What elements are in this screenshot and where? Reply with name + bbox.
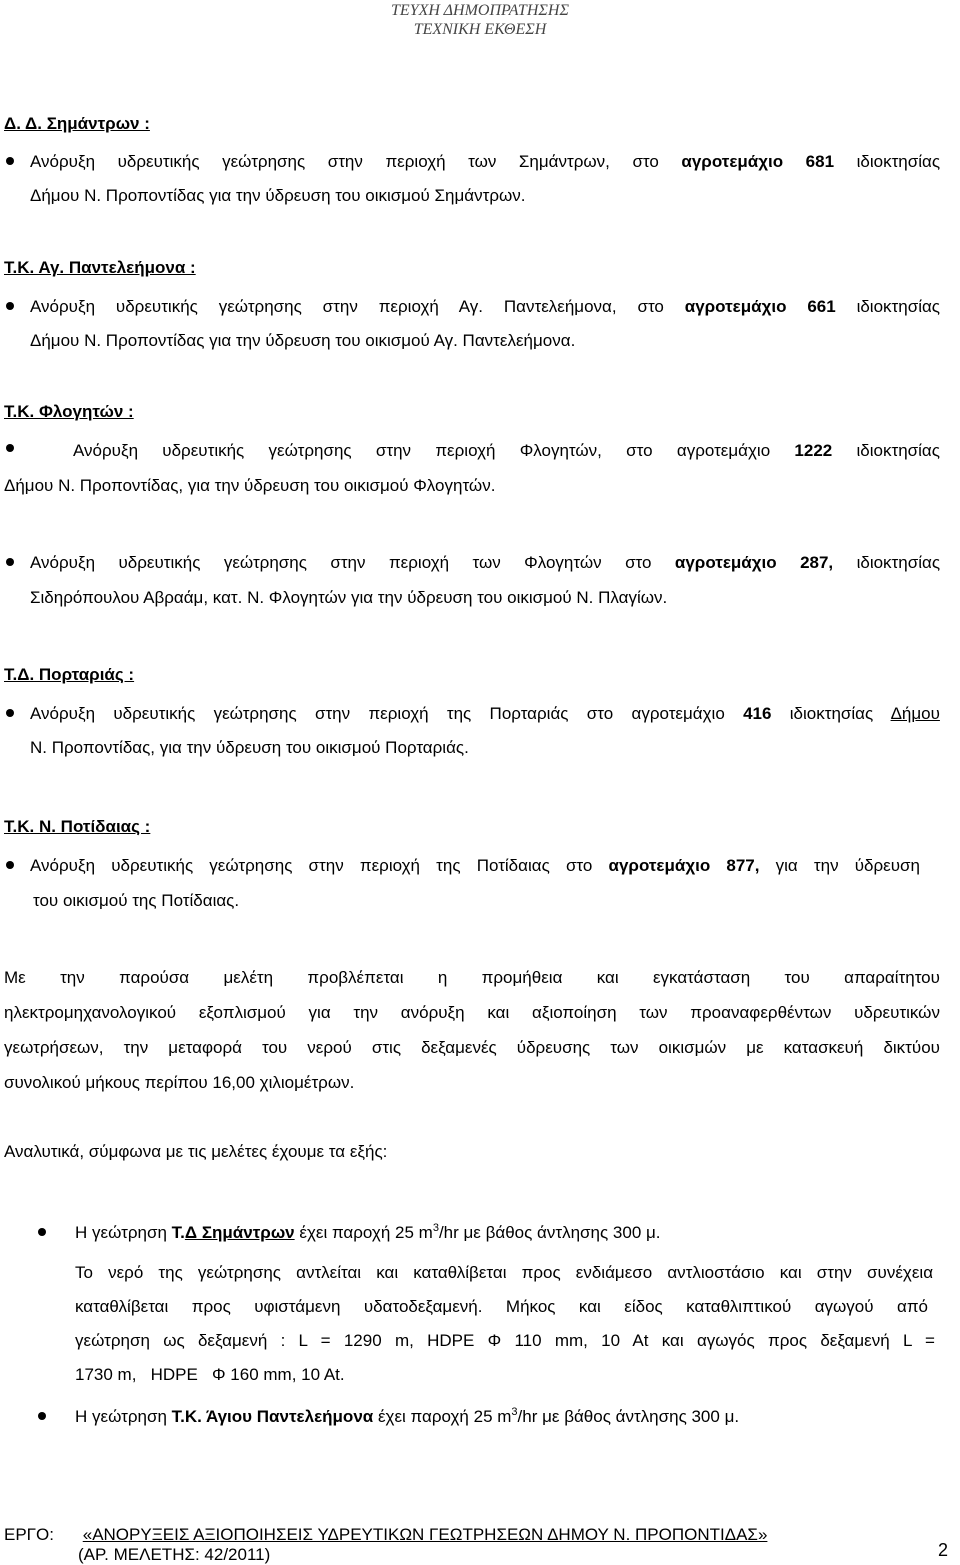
detail-line: 1730 m, HDPE Φ 160 mm, 10 At. xyxy=(75,1365,345,1384)
list-item-line: Σιδηρόπουλου Αβραάμ, κατ. Ν. Φλογητών για την ύδρευση του οικισμού Ν. Πλαγίων. xyxy=(30,588,668,607)
list-item-line: Ανόρυξη υδρευτικής γεώτρησης στην περιοχή Φλογητών, στο αγροτεμάχιο 1222 ιδιοκτησίας xyxy=(73,441,940,460)
section-heading: Τ.Κ. Ν. Ποτίδαιας : xyxy=(4,817,151,836)
list-item-line: Ανόρυξη υδρευτικής γεώτρησης στην περιοχή των Φλογητών στο αγροτεμάχιο 287, ιδιοκτησίας xyxy=(30,553,941,572)
paragraph-line: γεωτρήσεων, την μεταφορά του νερού στις δεξαμενές ύδρευσης των οικισμών με κατασκευή δικτύου xyxy=(4,1038,940,1057)
detail-line: Το νερό της γεώτρησης αντλείται και καταθλίβεται προς ενδιάμεσο αντλιοστάσιο και στην συνέχεια xyxy=(75,1263,934,1282)
detail-line: καταθλίβεται προς υφιστάμενη υδατοδεξαμενή. Μήκος και είδος καταθλιπτικού αγωγού από xyxy=(75,1297,929,1316)
list-item-line: Δήμου Ν. Προποντίδας, για την ύδρευση του οικισμού Φλογητών. xyxy=(4,476,496,495)
list-item-line: του οικισμού της Ποτίδαιας. xyxy=(33,891,240,910)
page-number: 2 xyxy=(938,1540,949,1560)
list-item-line: Δήμου Ν. Προποντίδας για την ύδρευση του οικισμού Σημάντρων. xyxy=(30,186,526,205)
paragraph-line: Με την παρούσα μελέτη προβλέπεται η προμήθεια και εγκατάσταση του απαραίτητου xyxy=(4,968,940,987)
header-line-2: ΤΕΧΝΙΚΗ ΕΚΘΕΣΗ xyxy=(413,21,547,38)
section-heading: Δ. Δ. Σημάντρων : xyxy=(4,114,150,133)
list-item-line: Ν. Προποντίδας, για την ύδρευση του οικισμού Πορταριάς. xyxy=(30,738,469,757)
footer-label: ΕΡΓΟ: xyxy=(4,1525,54,1544)
list-item-line: Ανόρυξη υδρευτικής γεώτρησης στην περιοχή των Σημάντρων, στο αγροτεμάχιο 681 ιδιοκτησίας xyxy=(30,152,941,171)
bullet-icon xyxy=(6,302,14,310)
list-item-line: Ανόρυξη υδρευτικής γεώτρησης στην περιοχή Αγ. Παντελεήμονα, στο αγροτεμάχιο 661 ιδιοκτησίας xyxy=(30,297,940,316)
detail-line: Η γεώτρηση Τ.Δ Σημάντρων έχει παροχή 25 $m^3/hr$ με βάθος άντλησης 300 μ. xyxy=(75,1222,661,1242)
list-item-line: Ανόρυξη υδρευτικής γεώτρησης στην περιοχή της Ποτίδαιας στο αγροτεμάχιο 877, για την ύδρευση xyxy=(30,856,920,875)
bullet-icon xyxy=(38,1228,46,1236)
detail-line: Η γεώτρηση Τ.Κ. Άγιου Παντελεήμονα έχει παροχή 25 $m^3/hr$ με βάθος άντλησης 300 μ. xyxy=(75,1406,740,1426)
detail-line: γεώτρηση ως δεξαμενή : L = 1290 m, HDPE Φ 110 mm, 10 At και αγωγός προς δεξαμενή L = xyxy=(75,1331,935,1350)
bullet-icon xyxy=(6,709,14,717)
bullet-icon xyxy=(6,157,14,165)
list-item-line: Δήμου Ν. Προποντίδας για την ύδρευση του οικισμού Αγ. Παντελεήμονα. xyxy=(30,331,576,350)
footer-study-number: (ΑΡ. ΜΕΛΕΤΗΣ: 42/2011) xyxy=(78,1545,271,1564)
bullet-icon xyxy=(6,558,14,566)
header-line-1: ΤΕΥΧΗ ΔΗΜΟΠΡΑΤΗΣΗΣ xyxy=(391,2,569,19)
paragraph-line: ηλεκτρομηχανολογικού εξοπλισμού για την ανόρυξη και αξιοποίηση των προαναφερθέντων υδρευτικών xyxy=(4,1003,940,1022)
analytic-intro: Αναλυτικά, σύμφωνα με τις μελέτες έχουμε τα εξής: xyxy=(4,1142,388,1161)
section-heading: Τ.Δ. Πορταριάς : xyxy=(4,665,135,684)
footer-project xyxy=(4,1525,767,1545)
footer-title: «ΑΝΟΡΥΞΕΙΣ ΑΞΙΟΠΟΙΗΣΕΙΣ ΥΔΡΕΥΤΙΚΩΝ ΓΕΩΤΡΗΣΕΩΝ ΔΗΜΟΥ Ν. ΠΡΟΠΟΝΤΙΔΑΣ» xyxy=(82,1525,768,1544)
section-heading: Τ.Κ. Αγ. Παντελεήμονα : xyxy=(4,258,196,277)
section-heading: Τ.Κ. Φλογητών : xyxy=(4,402,134,421)
list-item-line: Ανόρυξη υδρευτικής γεώτρησης στην περιοχή της Πορταριάς στο αγροτεμάχιο 416 ιδιοκτησίας Δήμου xyxy=(30,704,940,723)
paragraph-line: συνολικού μήκους περίπου 16,00 χιλιομέτρων. xyxy=(4,1073,355,1092)
bullet-icon xyxy=(6,861,14,869)
bullet-icon xyxy=(38,1412,46,1420)
bullet-icon xyxy=(6,444,14,452)
